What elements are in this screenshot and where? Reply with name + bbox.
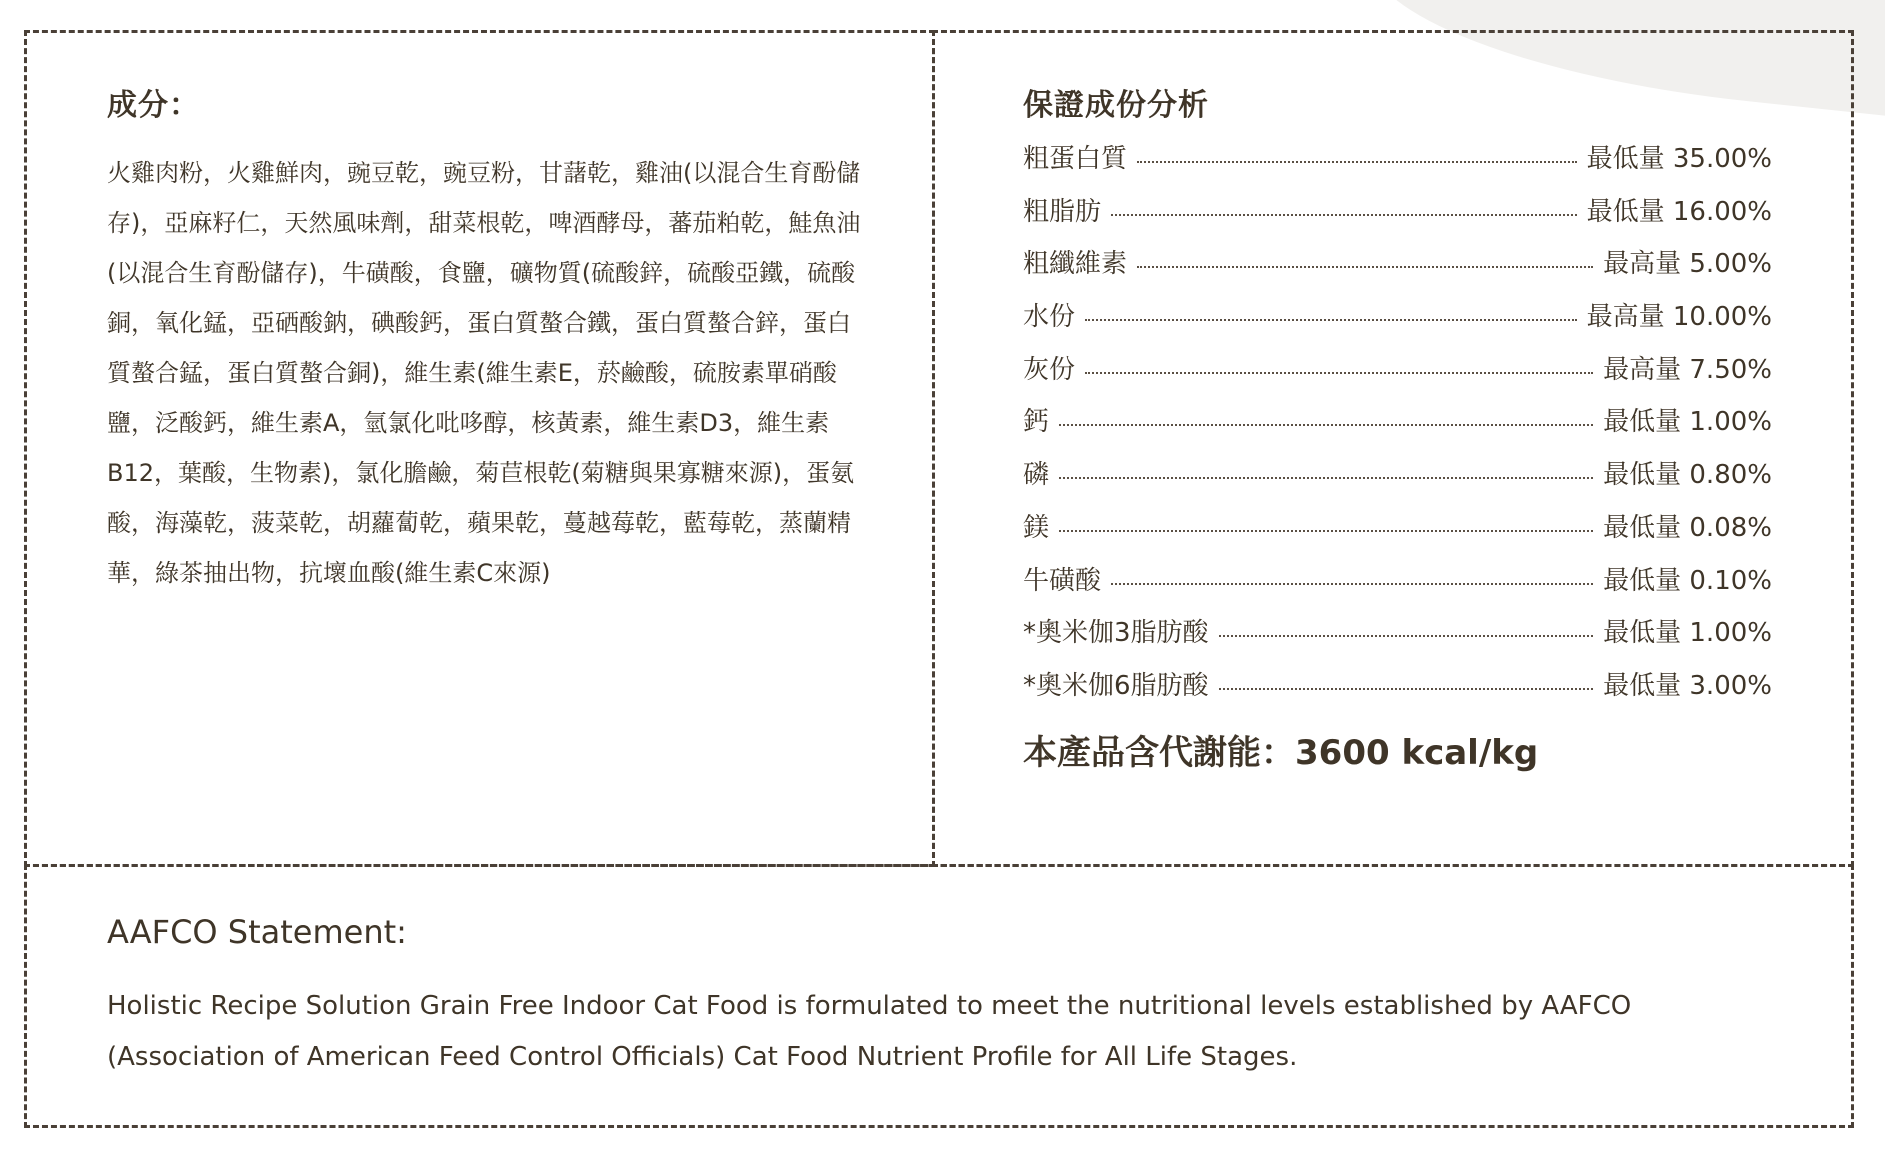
analysis-row — [1023, 191, 1772, 244]
dot-leader — [1111, 214, 1577, 216]
dot-leader — [1219, 688, 1594, 690]
analysis-row-name: 水份 — [1023, 302, 1076, 333]
ingredients-text: 火雞肉粉，火雞鮮肉，豌豆乾，豌豆粉，甘藷乾，雞油(以混合生育酚儲存)，亞麻籽仁，天然風味劑，甜菜根乾，啤酒酵母，蕃茄粕乾，鮭魚油(以混合生育酚儲存)，牛磺酸，食鹽，礦物質(硫酸鋅，硫酸亞鐵，硫酸銅，氧化錳，亞硒酸鈉，碘酸鈣，蛋白質螯合鐵，蛋白質螯合鋅，蛋白質螯合錳，蛋白質螯合銅)，維生素(維生素E，菸鹼酸，硫胺素單硝酸鹽，泛酸鈣，維生素A，氫氯化吡哆醇，核黃素，維生素D3，維生素B12，葉酸，生物素)，氯化膽鹼，菊苣根乾(菊糖與果寡糖來源)，蛋氨酸，海藻乾，菠菜乾，胡蘿蔔乾，蘋果乾，蔓越莓乾，藍莓乾，蒸蘭精華，綠茶抽出物，抗壞血酸(維生素C來源) — [107, 159, 861, 587]
dot-leader — [1059, 477, 1593, 479]
dot-leader — [1085, 319, 1577, 321]
dot-leader — [1059, 424, 1593, 426]
analysis-row-value: 最高量 10.00% — [1586, 302, 1772, 333]
analysis-row-name: 粗脂肪 — [1023, 196, 1102, 227]
analysis-row-name: *奧米伽6脂肪酸 — [1023, 670, 1209, 701]
analysis-row-name: 磷 — [1023, 460, 1050, 491]
dot-leader — [1137, 161, 1577, 163]
analysis-row — [1023, 560, 1772, 613]
analysis-row — [1023, 454, 1772, 507]
analysis-row-value: 最高量 7.50% — [1603, 354, 1772, 385]
analysis-row — [1023, 296, 1772, 349]
analysis-row-value: 最低量 35.00% — [1586, 144, 1772, 174]
dot-leader — [1059, 530, 1593, 532]
analysis-row — [1023, 401, 1772, 454]
ingredients-title: 成分： — [107, 88, 200, 123]
analysis-row-name: 灰份 — [1023, 354, 1076, 385]
analysis-row — [1023, 665, 1772, 718]
analysis-row-value: 最高量 5.00% — [1603, 249, 1772, 280]
dot-leader — [1111, 583, 1593, 585]
analysis-list — [1023, 138, 1772, 718]
analysis-row — [1023, 507, 1772, 560]
dot-leader — [1137, 266, 1593, 268]
analysis-row-value: 最低量 3.00% — [1603, 670, 1772, 701]
dot-leader — [1085, 372, 1593, 374]
analysis-row-name: 牛磺酸 — [1023, 565, 1102, 596]
aafco-title: AAFCO Statement: — [107, 913, 407, 951]
analysis-row-name: 粗纖維素 — [1023, 249, 1128, 280]
analysis-row — [1023, 612, 1772, 665]
analysis-row — [1023, 349, 1772, 402]
analysis-row-name: *奧米伽3脂肪酸 — [1023, 618, 1209, 649]
analysis-row-value: 最低量 0.80% — [1603, 460, 1772, 491]
analysis-row-name: 粗蛋白質 — [1023, 144, 1128, 174]
analysis-row-name: 鈣 — [1023, 407, 1050, 438]
dot-leader — [1219, 635, 1594, 637]
analysis-row-value: 最低量 1.00% — [1603, 618, 1772, 649]
aafco-statement-text: Holistic Recipe Solution Grain Free Indoor Cat Food is formulated to meet the nutritional levels established by AAFCO (Association of American Feed Control Officials) Cat Food Nutrient Profile for All Life Stages. — [107, 991, 1632, 1072]
analysis-row-value: 最低量 1.00% — [1603, 407, 1772, 438]
analysis-row-value: 最低量 0.10% — [1603, 565, 1772, 596]
analysis-row-value: 最低量 16.00% — [1586, 196, 1772, 227]
guaranteed-analysis-title: 保證成份分析 — [1023, 88, 1209, 123]
metabolizable-energy-text: 本產品含代謝能：3600 kcal/kg — [1023, 733, 1539, 773]
analysis-row — [1023, 138, 1772, 191]
analysis-row-name: 鎂 — [1023, 512, 1050, 543]
analysis-row-value: 最低量 0.08% — [1603, 512, 1772, 543]
analysis-row — [1023, 243, 1772, 296]
